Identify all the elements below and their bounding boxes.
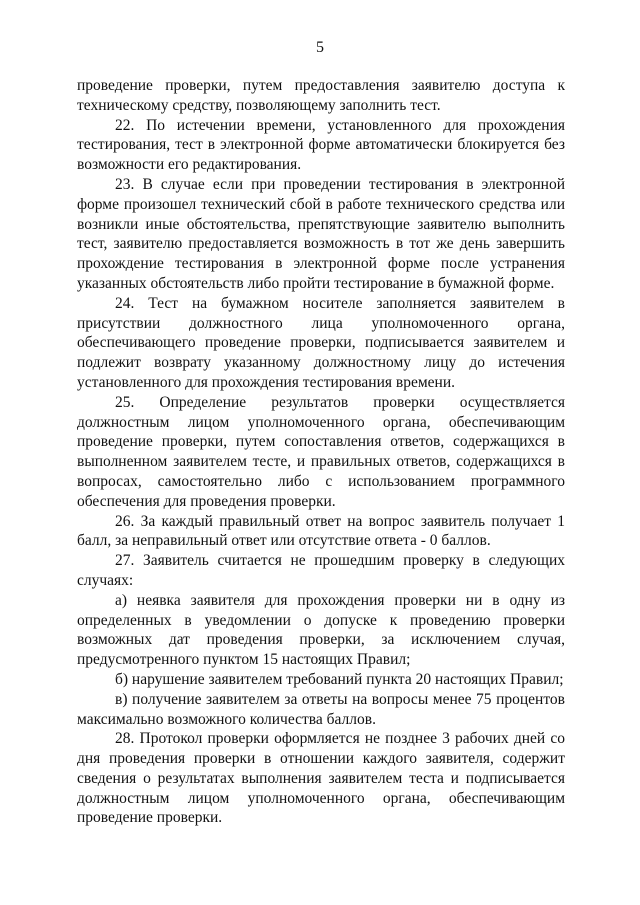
paragraph-28: 28. Протокол проверки оформляется не позднее 3 рабочих дней со дня проведения проверки в отношении каждого заявителя, содержит сведения о результатах выполнения заявителем теста и подписывается должностным лицом уполномоченного органа, обеспечивающим проведение проверки. xyxy=(77,730,565,827)
paragraph-27: 27. Заявитель считается не прошедшим проверку в следующих случаях: xyxy=(77,552,565,589)
paragraph-23: 23. В случае если при проведении тестирования в электронной форме произошел технический сбой в работе технического средства или возникли иные обстоятельства, препятствующие заявителю выполнить тест, заявителю предоставляется возможность в тот же день завершить прохождение тестирования в электронной форме после устранения указанных обстоятельств либо пройти тестирование в бумажной форме. xyxy=(77,175,565,292)
page-number: 5 xyxy=(316,39,324,56)
paragraph-26: 26. За каждый правильный ответ на вопрос заявитель получает 1 балл, за неправильный ответ или отсутствие ответа - 0 баллов. xyxy=(77,512,565,550)
paragraph-27-item-b: б) нарушение заявителем требований пункта 20 настоящих Правил; xyxy=(115,670,564,688)
paragraph-continuation: проведение проверки, путем предоставления заявителю доступа к техническому средству, позволяющему заполнить тест. xyxy=(77,77,565,114)
paragraph-27-item-c: в) получение заявителем за ответы на вопросы менее 75 процентов максимально возможного количества баллов. xyxy=(77,690,565,728)
paragraph-25: 25. Определение результатов проверки осуществляется должностным лицом уполномоченного органа, обеспечивающим проведение проверки, путем сопоставления ответов, содержащихся в выполненном заявителем тесте, и правильных ответов, содержащихся в вопросах, самостоятельно либо с использованием программного обеспечения для проведения проверки. xyxy=(77,393,565,510)
paragraph-22: 22. По истечении времени, установленного для прохождения тестирования, тест в электронной форме автоматически блокируется без возможности его редактирования. xyxy=(77,116,565,174)
document-body xyxy=(77,76,565,828)
paragraph-27-item-a: а) неявка заявителя для прохождения проверки ни в одну из определенных в уведомлении о допуске к проведению проверки возможных дат проведения проверки, за исключением случая, предусмотренного пунктом 15 настоящих Правил; xyxy=(77,591,565,669)
paragraph-24: 24. Тест на бумажном носителе заполняется заявителем в присутствии должностного лица уполномоченного органа, обеспечивающего проведение проверки, подписывается заявителем и подлежит возврату указанному должностному лицу до истечения установленного для прохождения тестирования времени. xyxy=(77,294,565,391)
